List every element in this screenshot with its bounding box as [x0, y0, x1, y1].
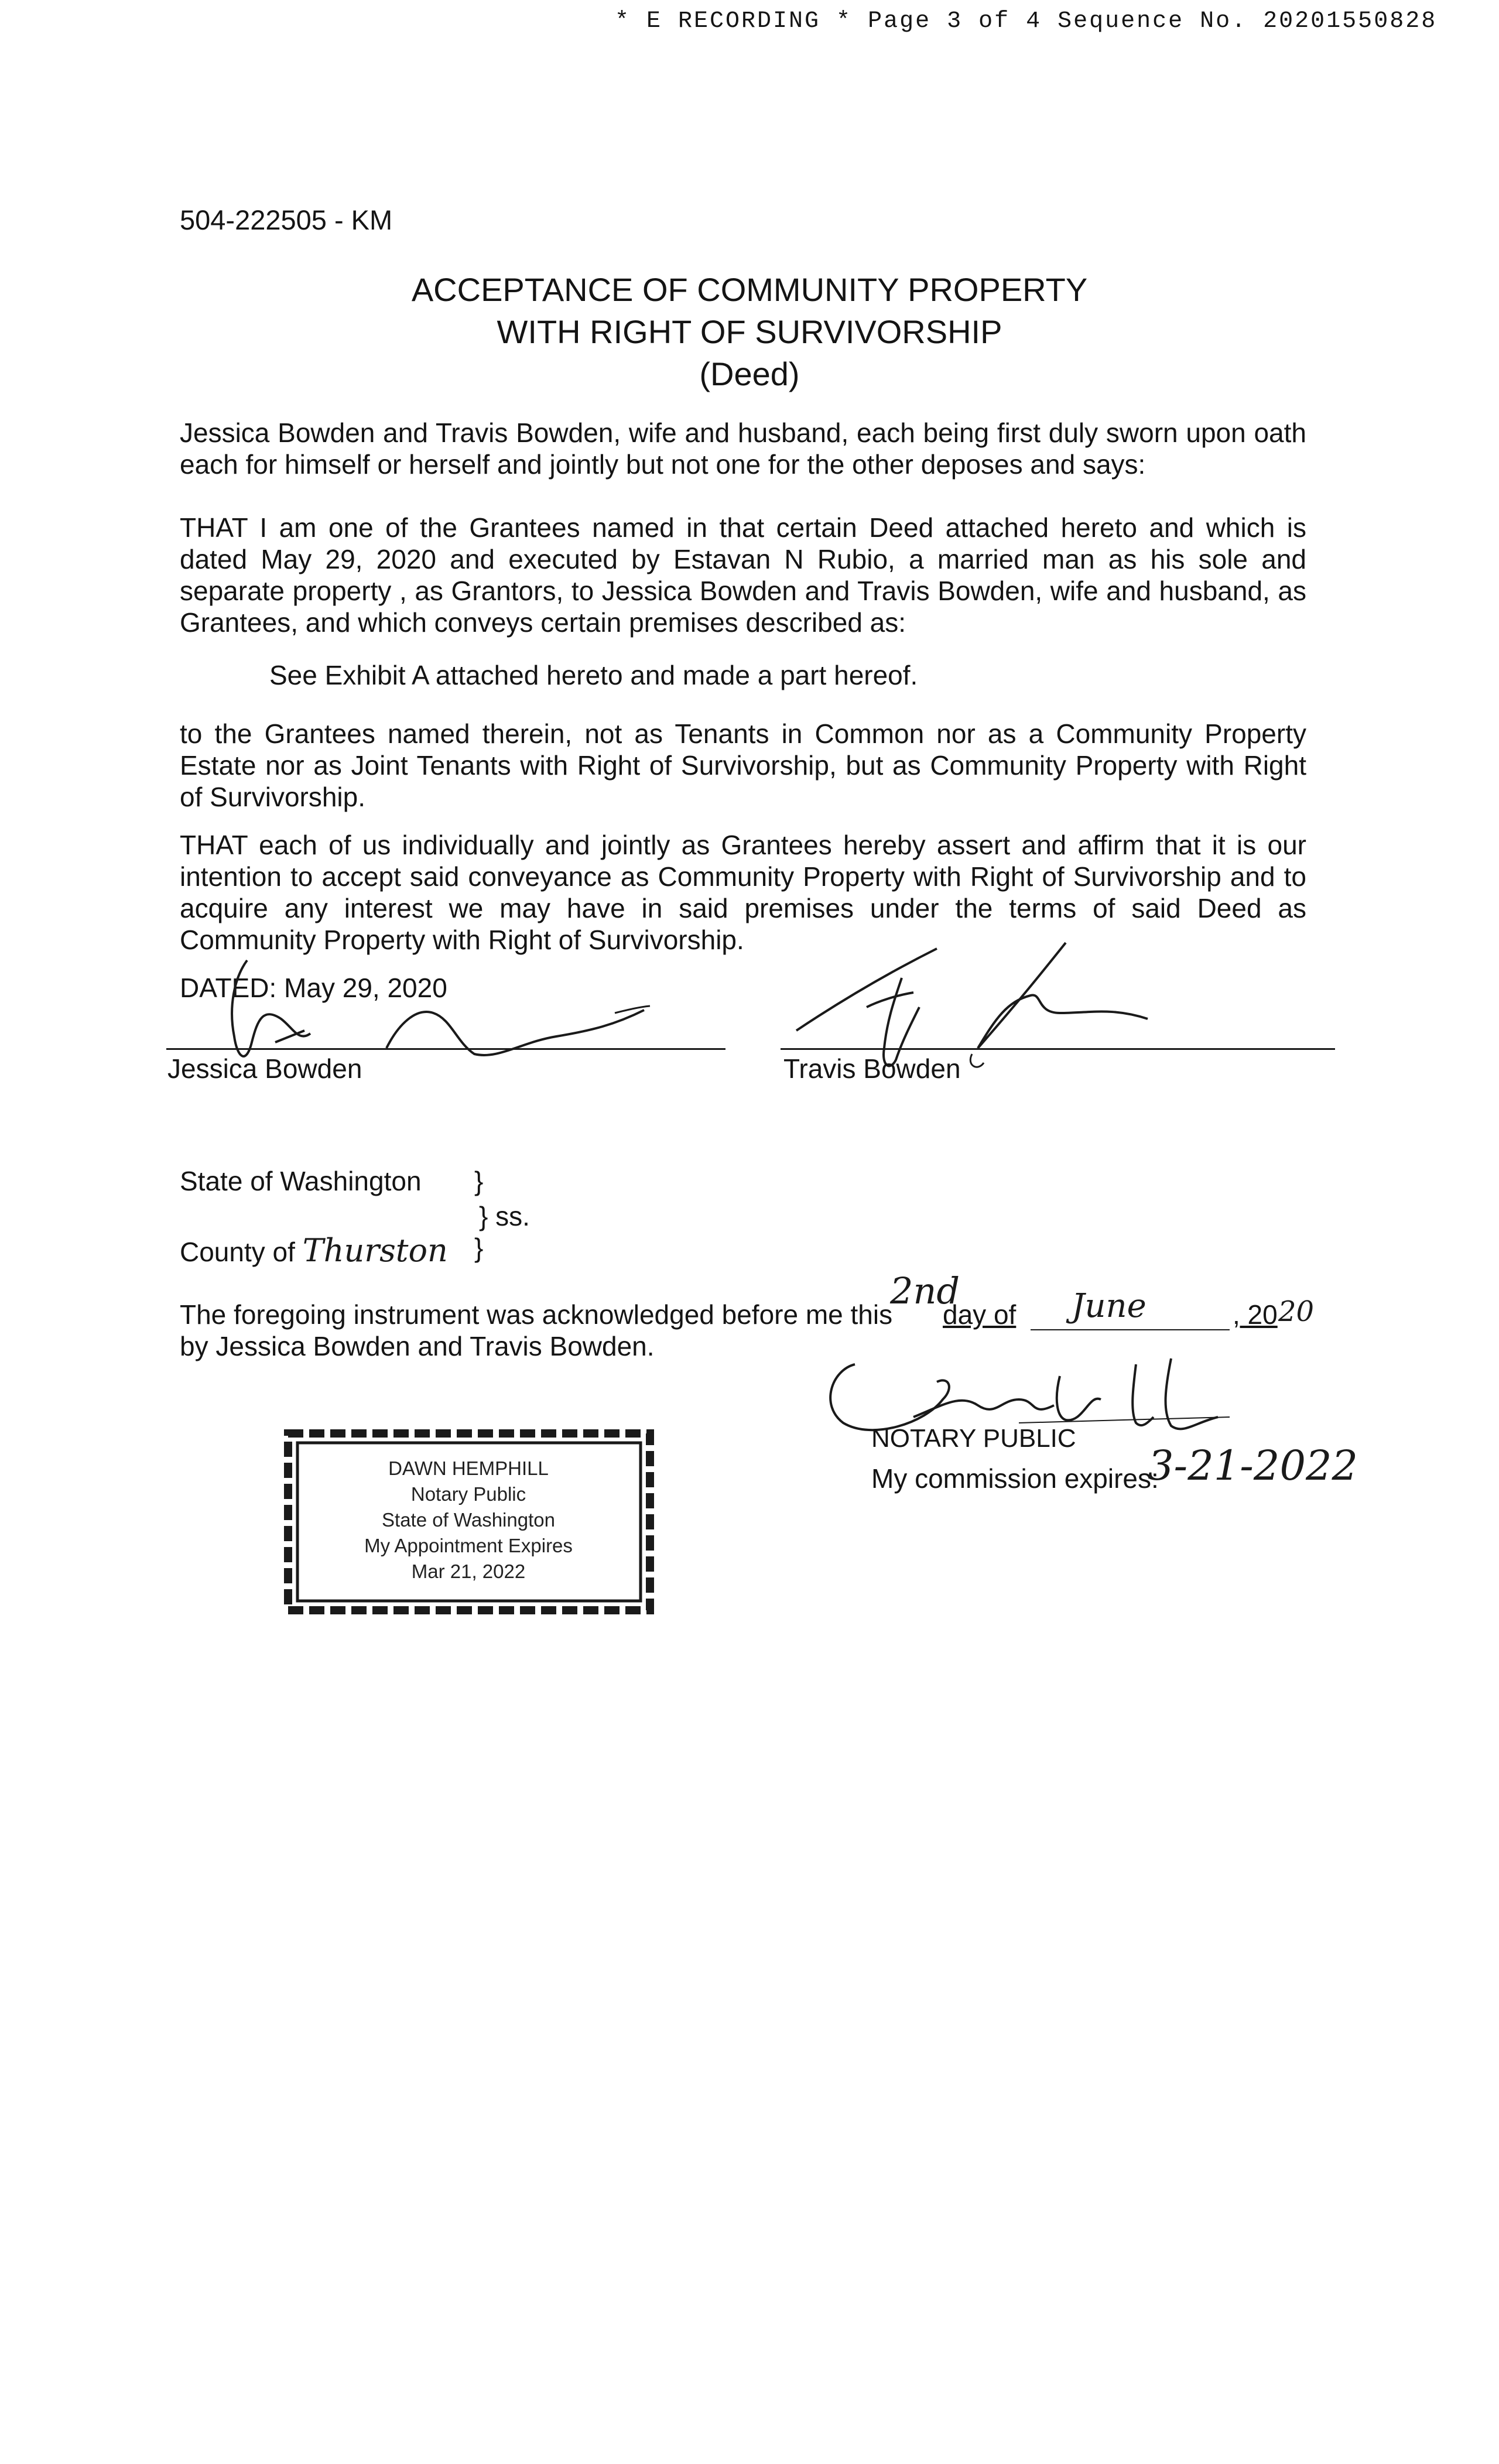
travis-signature-line: [781, 1048, 1335, 1050]
stamp-state: State of Washington: [382, 1509, 555, 1531]
recording-header: * E RECORDING * Page 3 of 4 Sequence No. 20201550828: [615, 8, 1438, 35]
intro-paragraph: Jessica Bowden and Travis Bowden, wife and husband, each being first duly sworn upon oath each for himself or herself and jointly but not one for the other deposes and says:: [180, 417, 1306, 480]
ack-year-handwritten: 20: [1278, 1295, 1315, 1328]
dated-line: DATED: May 29, 2020: [180, 973, 447, 1003]
signer-name-jessica: Jessica Bowden: [167, 1053, 362, 1084]
notary-stamp: [316, 1456, 621, 1585]
document-title-line2: WITH RIGHT OF SURVIVORSHIP: [497, 313, 1002, 350]
tenancy-paragraph: to the Grantees named therein, not as Tenants in Common nor as a Community Property Estate nor as Joint Tenants with Right of Survivorship, but as Community Property with Right of Survivorship.: [180, 718, 1306, 812]
commission-expires-handwritten: 3-21-2022: [1148, 1442, 1358, 1490]
file-number: 504-222505 - KM: [180, 204, 393, 235]
affirmation-paragraph: THAT each of us individually and jointly as Grantees hereby assert and affirm that it is our intention to accept said conveyance as Community Property with Right of Survivorship and to acquire any interest we may have in said premises under the terms of said Deed as Community Property with Right of Survivorship.: [180, 830, 1306, 955]
county-label: County of: [180, 1237, 295, 1267]
venue-county: [180, 1232, 448, 1269]
signer-name-travis: Travis Bowden: [783, 1053, 961, 1084]
ack-day-handwritten: 2nd: [890, 1269, 960, 1312]
document-title-line1: ACCEPTANCE OF COMMUNITY PROPERTY: [411, 271, 1088, 308]
ack-day-of: day of: [943, 1299, 1017, 1330]
ack-year-prefix: , 20: [1233, 1299, 1278, 1330]
venue-ss: } ss.: [479, 1201, 530, 1231]
stamp-notary-name: DAWN HEMPHILL: [388, 1457, 549, 1479]
commission-expires-label: My commission expires:: [871, 1463, 1159, 1494]
acknowledgment-by: by Jessica Bowden and Travis Bowden.: [180, 1331, 655, 1361]
acknowledgment-text: The foregoing instrument was acknowledged before me this: [180, 1299, 893, 1330]
stamp-appointment-label: My Appointment Expires: [364, 1535, 573, 1556]
month-underline: [1031, 1329, 1230, 1330]
stamp-expiration-date: Mar 21, 2022: [411, 1560, 526, 1582]
exhibit-reference: See Exhibit A attached hereto and made a part hereof.: [269, 660, 918, 690]
venue-state: State of Washington: [180, 1166, 422, 1196]
venue-brace-top: }: [474, 1166, 484, 1196]
notary-public-label: NOTARY PUBLIC: [871, 1424, 1076, 1453]
ack-month-handwritten: June: [1072, 1287, 1147, 1325]
venue-brace-bottom: }: [474, 1233, 484, 1263]
jessica-signature-line: [166, 1048, 725, 1050]
grantee-paragraph: THAT I am one of the Grantees named in that certain Deed attached hereto and which is dated May 29, 2020 and executed by Estavan N Rubio, a married man as his sole and separate property , as Grantors, to Jessica Bowden and Travis Bowden, wife and husband, as Grantees, and which conveys certain premises described as:: [180, 512, 1306, 638]
document-title-line3: (Deed): [699, 355, 800, 392]
stamp-title: Notary Public: [410, 1483, 526, 1505]
county-handwritten: Thurston: [302, 1232, 448, 1269]
